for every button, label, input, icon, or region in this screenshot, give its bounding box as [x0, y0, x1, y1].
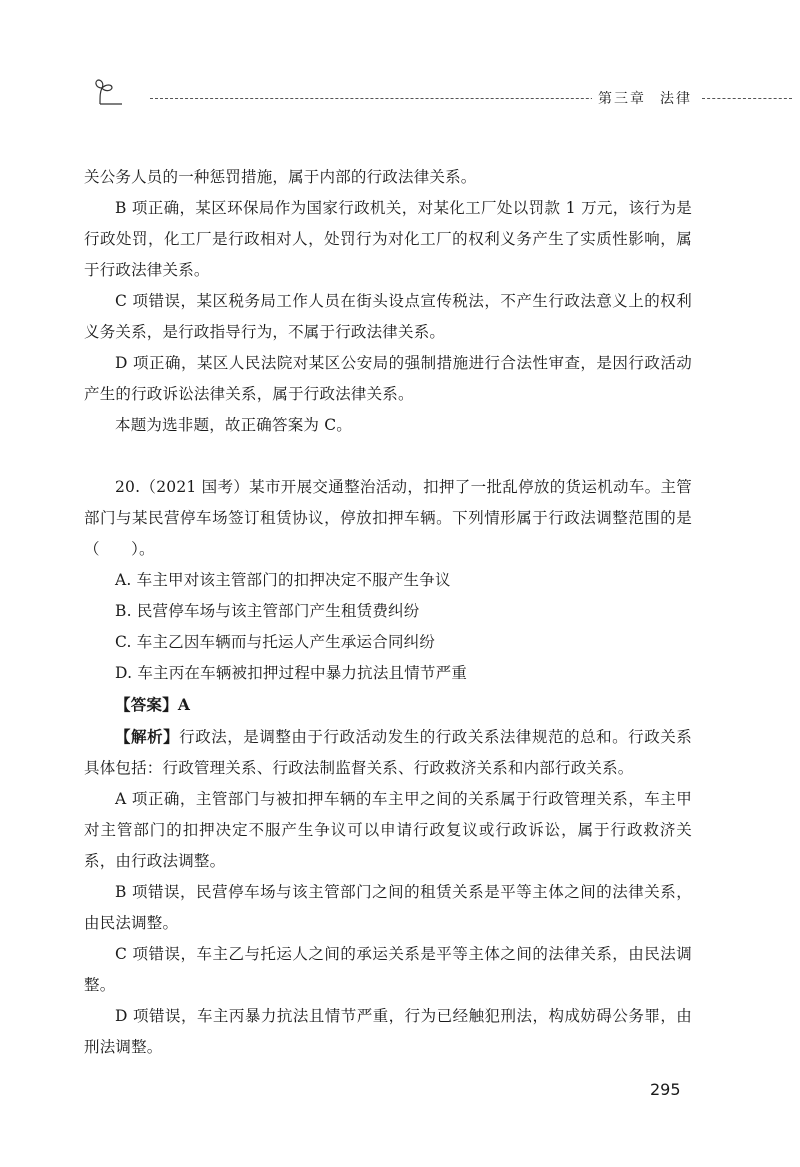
analysis-b: B 项错误，民营停车场与该主管部门之间的租赁关系是平等主体之间的法律关系，由民法调整。 — [84, 883, 692, 932]
analysis-line — [84, 721, 692, 784]
chapter-heading — [592, 88, 698, 108]
answer-line — [84, 689, 692, 721]
option-d: D. 车主丙在车辆被扣押过程中暴力抗法且情节严重 — [115, 664, 468, 682]
chapter-title: 法律 — [660, 91, 692, 107]
question-20: 20.（2021 国考）某市开展交通整治活动，扣押了一批乱停放的货运机动车。主管部门与某民营停车场签订租赁协议，停放扣押车辆。下列情形属于行政法调整范围的是（ ）。 — [84, 478, 692, 558]
paragraph-conclusion: 本题为选非题，故正确答案为 C。 — [115, 416, 352, 434]
option-b: B. 民营停车场与该主管部门产生租赁费纠纷 — [115, 602, 420, 620]
header-rule-right — [702, 98, 792, 99]
chapter-number: 第三章 — [598, 91, 646, 107]
page-header — [92, 78, 792, 108]
page-content — [84, 162, 692, 1063]
paragraph-b-correct: B 项正确，某区环保局作为国家行政机关，对某化工厂处以罚款 1 万元，该行为是行政处罚，化工厂是行政相对人，处罚行为对化工厂的权利义务产生了实质性影响，属于行政法律关系。 — [84, 199, 692, 279]
answer-label: 【答案】 — [115, 695, 178, 714]
option-a: A. 车主甲对该主管部门的扣押决定不服产生争议 — [115, 571, 451, 589]
option-c: C. 车主乙因车辆而与托运人产生承运合同纠纷 — [115, 633, 436, 651]
paragraph-continued: 关公务人员的一种惩罚措施，属于内部的行政法律关系。 — [84, 168, 477, 186]
analysis-label: 【解析】 — [115, 727, 180, 746]
page-number: 295 — [650, 1080, 681, 1099]
analysis-a: A 项正确，主管部门与被扣押车辆的车主甲之间的关系属于行政管理关系，车主甲对主管部门的扣押决定不服产生争议可以申请行政复议或行政诉讼，属于行政救济关系，由行政法调整。 — [84, 790, 692, 870]
analysis-text: 行政法，是调整由于行政活动发生的行政关系法律规范的总和。行政关系具体包括：行政管理关系、行政法制监督关系、行政救济关系和内部行政关系。 — [84, 728, 692, 777]
analysis-c: C 项错误，车主乙与托运人之间的承运关系是平等主体之间的法律关系，由民法调整。 — [84, 945, 692, 994]
paragraph-d-correct: D 项正确，某区人民法院对某区公安局的强制措施进行合法性审查，是因行政活动产生的行政诉讼法律关系，属于行政法律关系。 — [84, 354, 692, 403]
analysis-d: D 项错误，车主丙暴力抗法且情节严重，行为已经触犯刑法，构成妨碍公务罪，由刑法调整。 — [84, 1007, 692, 1056]
sprout-icon — [92, 78, 126, 106]
answer-value: A — [177, 695, 191, 714]
paragraph-c-wrong: C 项错误，某区税务局工作人员在街头设点宣传税法，不产生行政法意义上的权利义务关系，是行政指导行为，不属于行政法律关系。 — [84, 292, 692, 341]
